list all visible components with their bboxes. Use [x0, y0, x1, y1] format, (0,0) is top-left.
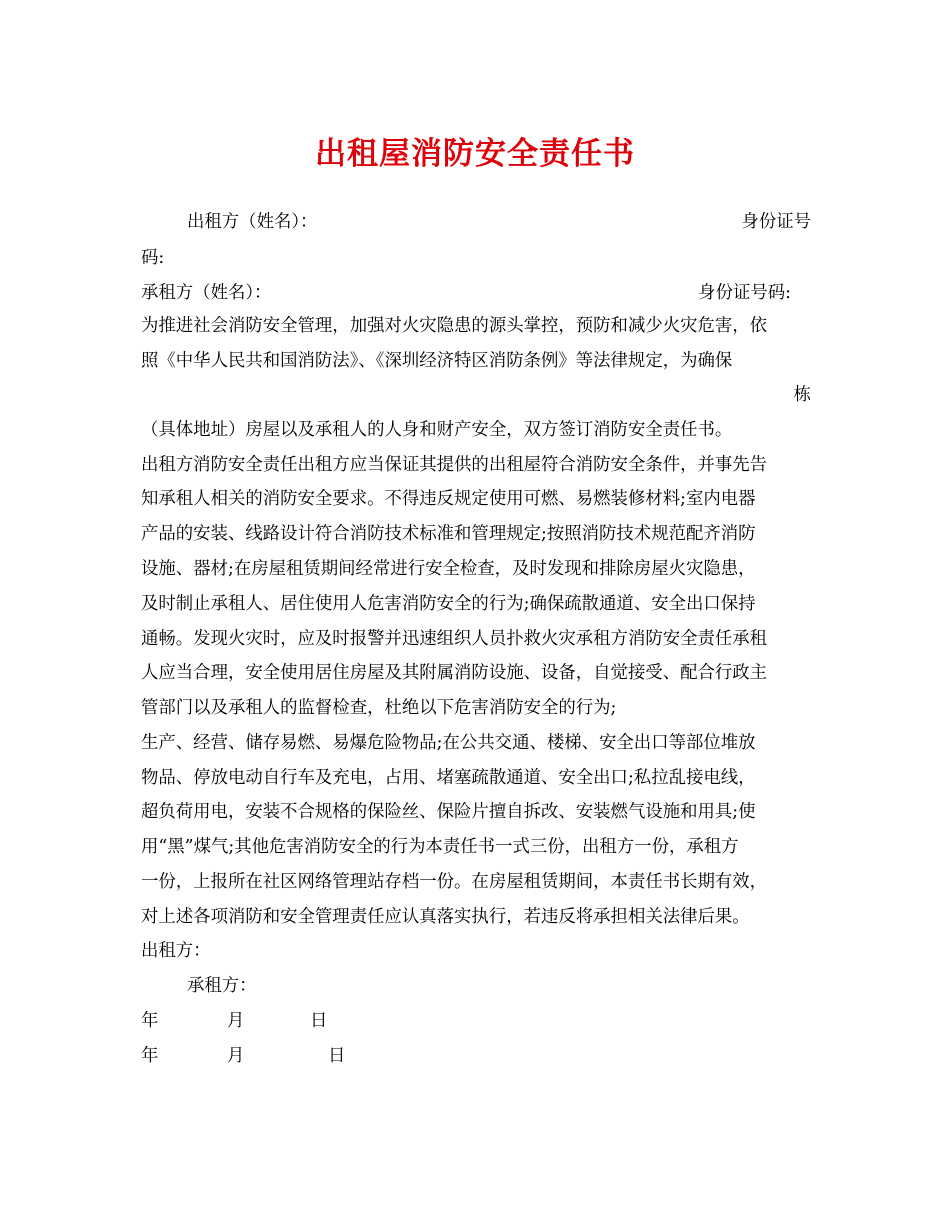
body-line: 一份，上报所在社区网络管理站存档一份。在房屋租赁期间，本责任书长期有效， [141, 872, 768, 892]
intro-line: 照《中华人民共和国消防法》、《深圳经济特区消防条例》等法律规定，为确保 [141, 351, 733, 371]
body-line: 超负荷用电，安装不合规格的保险丝、保险片擅自拆改、安装燃气设施和用具;使 [141, 802, 756, 822]
body-line: 及时制止承租人、居住使用人危害消防安全的行为;确保疏散通道、安全出口保持 [141, 594, 756, 614]
date-day: 日 [310, 1011, 328, 1031]
sign-lessee-label: 承租方： [187, 976, 257, 996]
lessor-name-label: 出租方（姓名）： [187, 212, 318, 232]
lessee-id-label: 身份证号码: [698, 283, 791, 303]
date-month: 月 [227, 1046, 245, 1066]
lessor-id-label: 身份证号 [741, 212, 811, 232]
lessee-name-label: 承租方（姓名）： [141, 283, 272, 303]
lessee-row [141, 283, 811, 303]
date-year: 年 [141, 1046, 159, 1066]
body-line: 设施、器材;在房屋租赁期间经常进行安全检查，及时发现和排除房屋火灾隐患， [141, 559, 756, 579]
body-line: 管部门以及承租人的监督检查，杜绝以下危害消防安全的行为; [141, 698, 617, 718]
date-year: 年 [141, 1011, 159, 1031]
lessor-id-label-cont: 码: [141, 248, 165, 268]
body-line: 生产、经营、储存易燃、易爆危险物品;在公共交通、楼梯、安全出口等部位堆放 [141, 733, 756, 753]
body-line: 用“黑”煤气;其他危害消防安全的行为本责任书一式三份，出租方一份，承租方 [141, 837, 739, 857]
sign-lessor-label: 出租方： [141, 941, 211, 961]
body-line: 知承租人相关的消防安全要求。不得违反规定使用可燃、易燃装修材料;室内电器 [141, 489, 756, 509]
document-title: 出租屋消防安全责任书 [315, 136, 635, 172]
body-line: 对上述各项消防和安全管理责任应认真落实执行，若违反将承担相关法律后果。 [141, 907, 750, 927]
lessor-row [187, 212, 811, 232]
date-month: 月 [227, 1011, 245, 1031]
body-line: 人应当合理，安全使用居住房屋及其附属消防设施、设备，自觉接受、配合行政主 [141, 663, 768, 683]
building-label: 栋 [793, 385, 811, 405]
intro-line: （具体地址）房屋以及承租人的人身和财产安全，双方签订消防安全责任书。 [141, 420, 733, 440]
body-line: 产品的安装、线路设计符合消防技术标准和管理规定;按照消防技术规范配齐消防 [141, 524, 756, 544]
intro-line: 为推进社会消防安全管理，加强对火灾隐患的源头掌控，预防和减少火灾危害，依 [141, 316, 768, 336]
date-day: 日 [328, 1046, 346, 1066]
body-line: 通畅。发现火灾时，应及时报警并迅速组织人员扑救火灾承租方消防安全责任承租 [141, 629, 768, 649]
body-line: 物品、停放电动自行车及充电，占用、堵塞疏散通道、安全出口;私拉乱接电线， [141, 768, 756, 788]
body-line: 出租方消防安全责任出租方应当保证其提供的出租屋符合消防安全条件，并事先告 [141, 455, 768, 475]
